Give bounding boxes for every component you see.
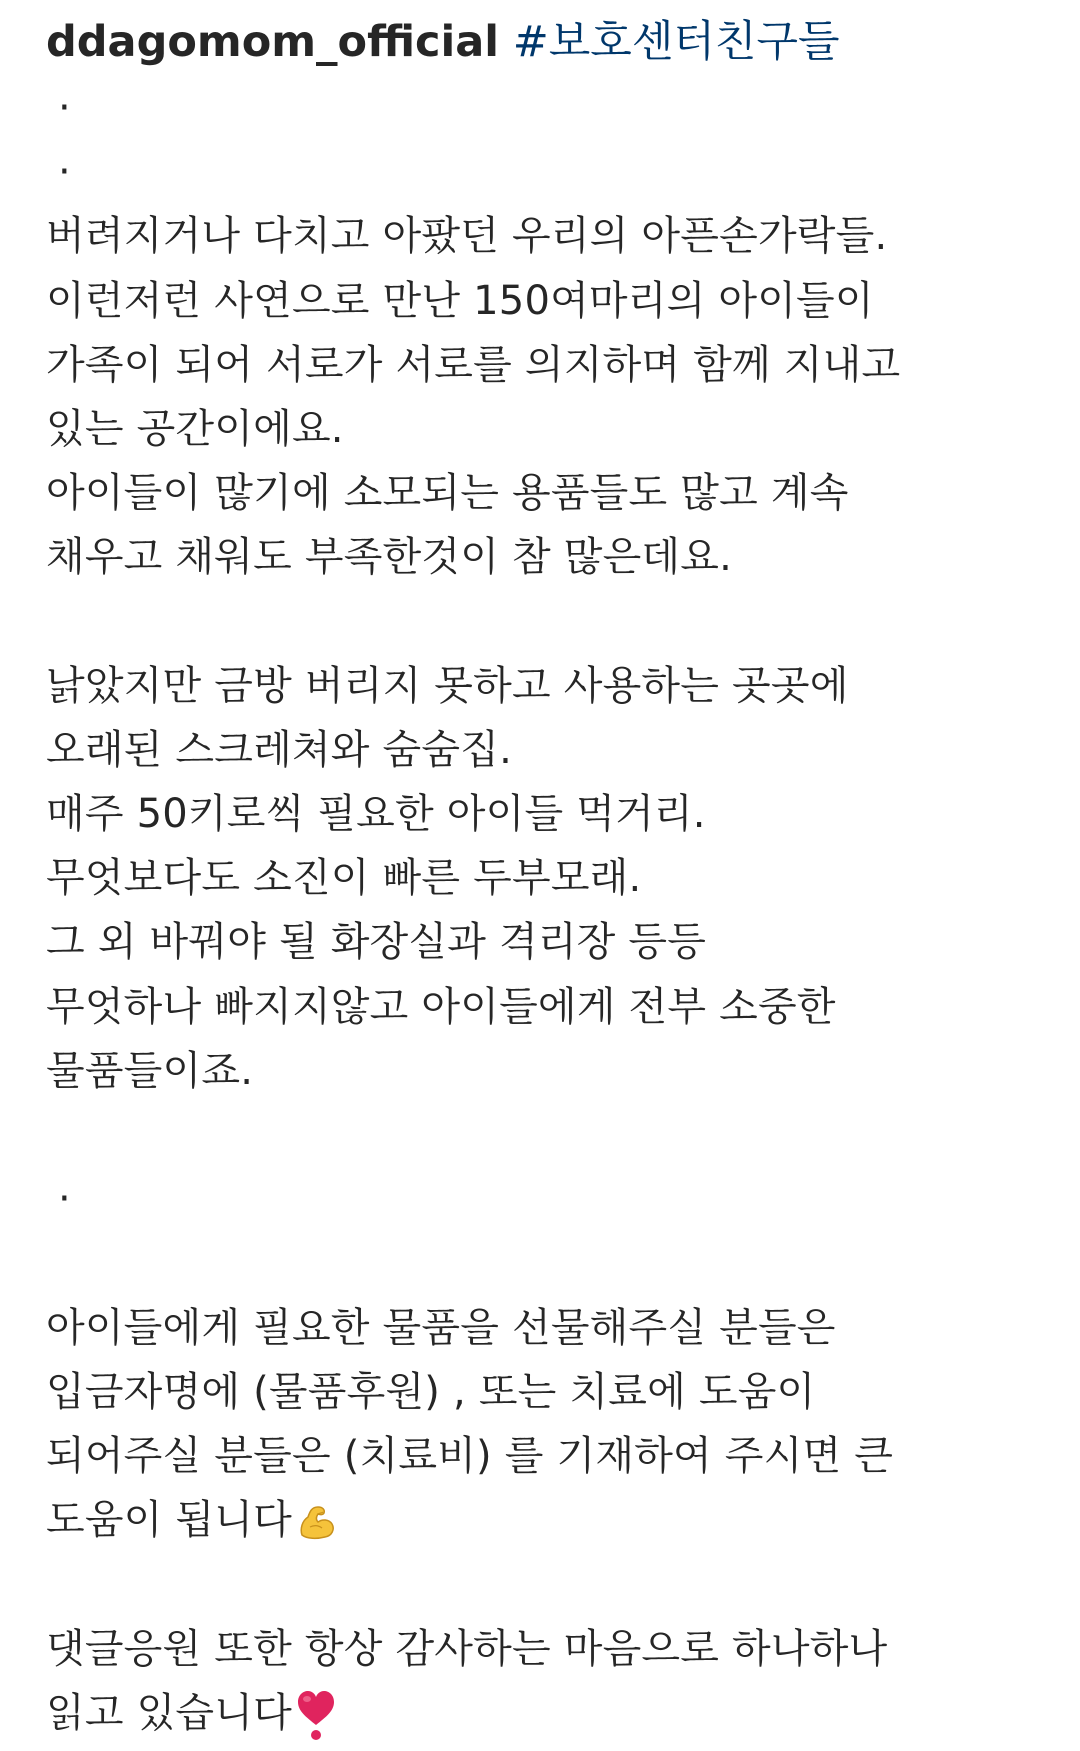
hashtag-link[interactable]: #보호센터친구들 (512, 17, 840, 67)
dot-separator: · (58, 85, 71, 131)
caption-line: 입금자명에 (물품후원) , 또는 치료에 도움이 (46, 1368, 816, 1415)
blank-line (46, 1103, 1046, 1167)
caption-line: 있는 공간이에요. (46, 405, 344, 452)
caption-line: 댓글응원 또한 항상 감사하는 마음으로 하나하나 (46, 1625, 888, 1672)
caption-line: 가족이 되어 서로가 서로를 의지하며 함께 지내고 (46, 341, 901, 388)
caption-line-text: 도움이 됩니다 (46, 1497, 292, 1544)
caption-line-with-emoji (46, 1488, 1046, 1552)
caption-line: 채우고 채워도 부족한것이 참 많은데요. (46, 534, 733, 581)
caption-header (46, 12, 1046, 76)
caption-line: 버려지거나 다치고 아팠던 우리의 아픈손가락들. (46, 213, 888, 260)
blank-line (46, 1231, 1046, 1295)
post-caption (46, 12, 1046, 1745)
flexed-biceps-icon (296, 1501, 338, 1543)
blank-line (46, 1552, 1046, 1616)
caption-line-text: 읽고 있습니다 (46, 1689, 292, 1736)
caption-line: 아이들이 많기에 소모되는 용품들도 많고 계속 (46, 470, 849, 517)
caption-paragraph-4 (46, 1617, 1046, 1745)
heart-exclamation-icon (296, 1689, 336, 1741)
caption-line: 매주 50키로씩 필요한 아이들 먹거리. (46, 791, 706, 838)
blank-line (46, 590, 1046, 654)
caption-line: 무엇하나 빠지지않고 아이들에게 전부 소중한 (46, 983, 836, 1030)
dot-separator: · (58, 149, 71, 196)
caption-paragraph-3 (46, 1296, 1046, 1553)
caption-line-with-emoji (46, 1681, 1046, 1745)
caption-line: 낡았지만 금방 버리지 못하고 사용하는 곳곳에 (46, 662, 849, 709)
caption-line: 되어주실 분들은 (치료비) 를 기재하여 주시면 큰 (46, 1432, 894, 1479)
caption-paragraph-2 (46, 654, 1046, 1103)
username-link[interactable]: ddagomom_official (46, 17, 500, 67)
caption-line: 무엇보다도 소진이 빠른 두부모래. (46, 855, 642, 902)
caption-line: 이런저런 사연으로 만난 150여마리의 아이들이 (46, 277, 874, 324)
caption-paragraph-1 (46, 204, 1046, 589)
caption-line: 오래된 스크레쳐와 숨숨집. (46, 726, 512, 773)
caption-line: 물품들이죠. (46, 1047, 254, 1094)
caption-line: 아이들에게 필요한 물품을 선물해주실 분들은 (46, 1304, 836, 1351)
caption-line: 그 외 바꿔야 될 화장실과 격리장 등등 (46, 919, 707, 966)
dot-separator: · (58, 1176, 71, 1223)
